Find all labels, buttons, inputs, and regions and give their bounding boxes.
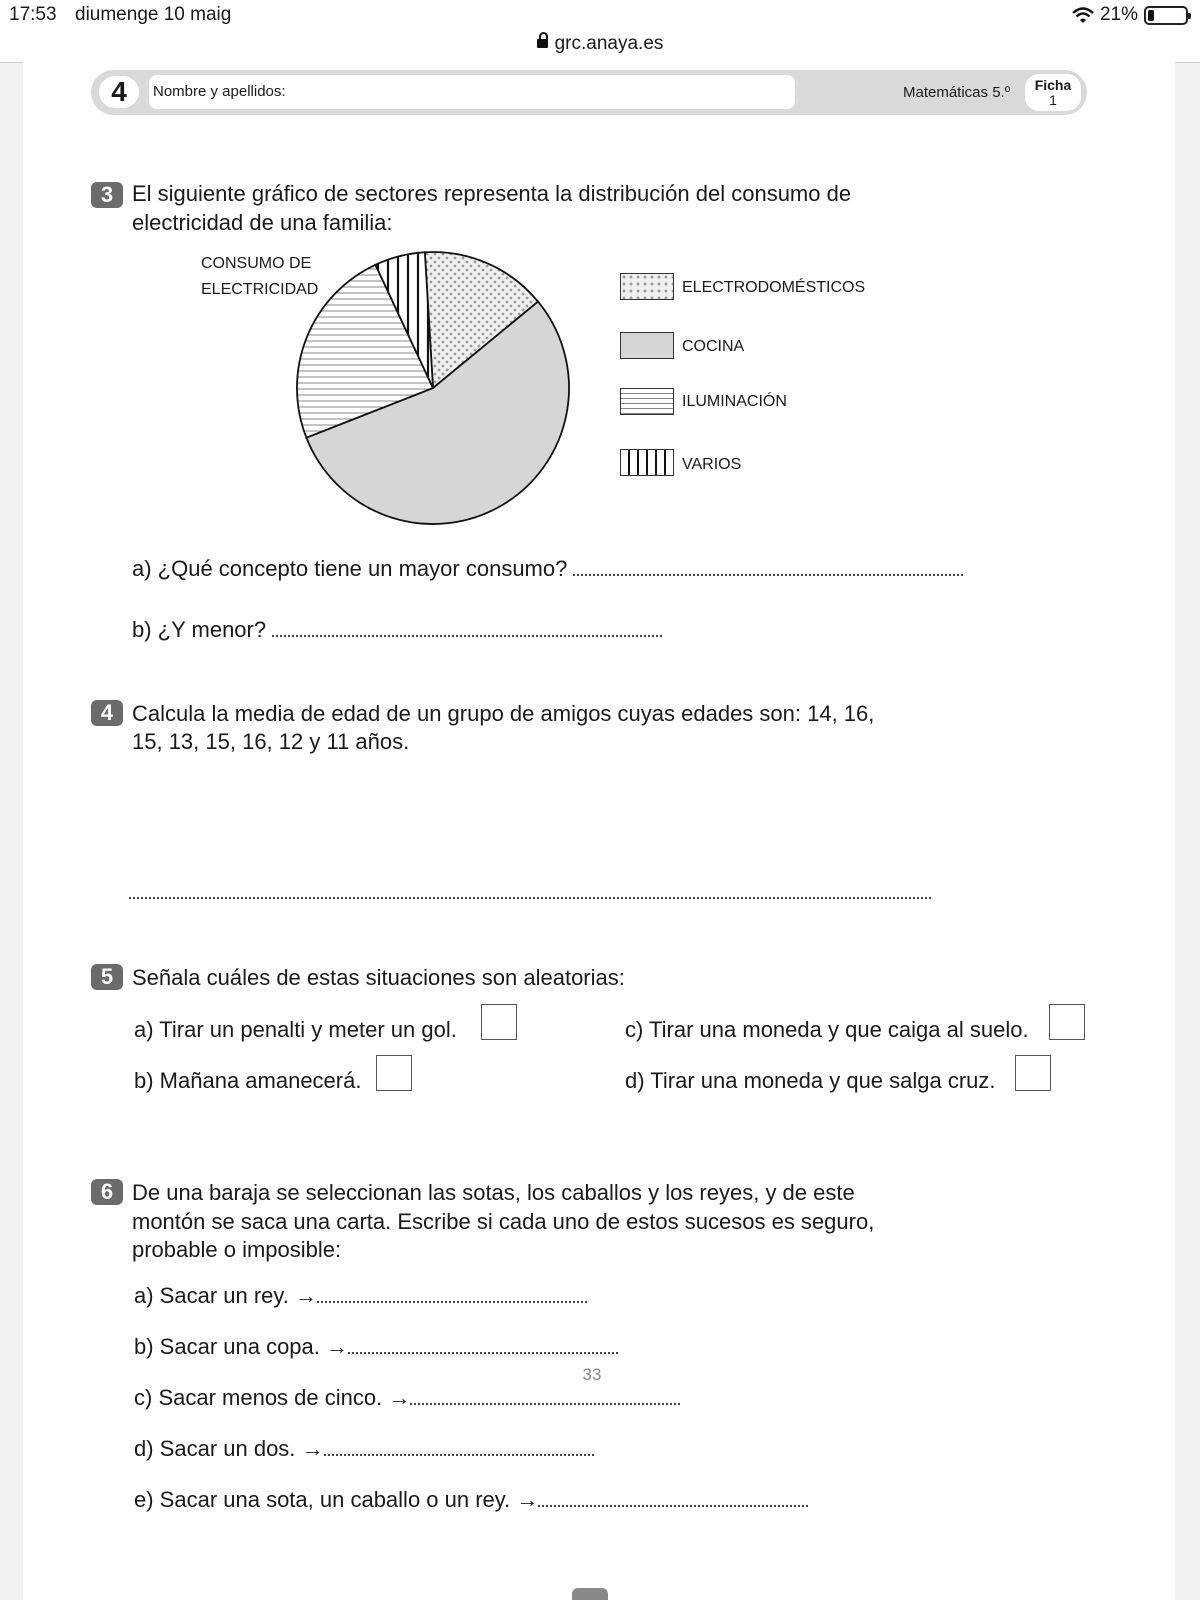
item-b-text: b) Sacar una copa. [134,1334,320,1359]
exercise-5-checkbox-d[interactable] [1015,1055,1051,1091]
exercise-5-checkbox-b[interactable] [376,1055,412,1091]
exercise-3-prompt-line1: El siguiente gráfico de sectores representa la distribución del consumo de [132,181,852,206]
legend-label-varios: VARIOS [682,456,742,473]
arrow-icon: → [295,1283,318,1308]
exercise-6-item-b [134,1332,618,1361]
exercise-3-question-a [132,554,963,583]
battery-icon [1144,6,1188,25]
legend-swatch-electrodomesticos [620,273,674,300]
status-bar [0,0,1200,32]
exercise-6-item-a [134,1281,587,1310]
status-date: diumenge 10 maig [75,4,232,25]
arrow-icon: → [301,1436,324,1461]
item-d-text: d) Sacar un dos. [134,1436,296,1461]
wifi-icon [1072,7,1094,23]
arrow-icon: → [388,1385,411,1410]
scroll-handle[interactable] [572,1588,608,1600]
exercise-6-line3: probable o imposible: [132,1237,342,1262]
page-number: 33 [582,1365,602,1384]
answer-line[interactable] [538,1487,808,1507]
answer-a-line[interactable] [573,556,963,576]
answer-line[interactable] [317,1283,587,1303]
exercise-3-number: 3 [91,182,123,208]
ficha-number: 1 [1049,92,1057,108]
exercise-4-number: 4 [91,700,123,726]
exercise-6-item-d [134,1434,594,1463]
status-indicators [1072,4,1188,26]
item-c-text: c) Sacar menos de cinco. [134,1385,383,1410]
exercise-4-line2: 15, 13, 15, 16, 12 y 11 años. [132,729,410,754]
legend-swatch-iluminacion [620,388,674,415]
legend-label-electrodomesticos: ELECTRODOMÉSTICOS [682,279,866,296]
exercise-3-question-b [132,615,662,644]
chart-title-line1: CONSUMO DE [201,255,312,272]
worksheet-page [23,62,1175,1600]
exercise-3-prompt-line2: electricidad de una familia: [132,210,393,235]
answer-b-line[interactable] [272,617,662,637]
exercise-6-line2: montón se saca una carta. Escribe si cada uno de estos sucesos es seguro, [132,1209,875,1234]
exercise-5-checkbox-c[interactable] [1049,1004,1085,1040]
arrow-icon: → [326,1334,349,1359]
lock-icon [537,39,548,48]
exercise-6-line1: De una baraja se seleccionan las sotas, los caballos y los reyes, y de este [132,1180,855,1205]
ficha-label: Ficha [1034,77,1072,93]
answer-line[interactable] [410,1385,680,1405]
exercise-4-line1: Calcula la media de edad de un grupo de amigos cuyas edades son: 14, 16, [132,701,875,726]
answer-line[interactable] [324,1436,594,1456]
worksheet-header [91,70,1087,115]
exercise-5-prompt: Señala cuáles de estas situaciones son aleatorias: [132,965,625,990]
unit-number: 4 [99,76,139,108]
pie-chart [293,248,573,528]
legend-swatch-cocina [620,332,674,359]
exercise-5-option-c: c) Tirar una moneda y que caiga al suelo. [625,1017,1029,1042]
question-a-text: a) ¿Qué concepto tiene un mayor consumo? [132,556,568,581]
answer-line[interactable] [348,1334,618,1354]
item-e-text: e) Sacar una sota, un caballo o un rey. [134,1487,511,1512]
question-b-text: b) ¿Y menor? [132,617,267,642]
exercise-4-answer-line[interactable] [129,879,931,899]
exercise-6-item-e [134,1485,808,1514]
exercise-5-number: 5 [91,964,123,990]
status-time: 17:53 [9,4,57,25]
item-a-text: a) Sacar un rey. [134,1283,289,1308]
legend-label-cocina: COCINA [682,338,745,355]
url-text[interactable]: grc.anaya.es [554,33,664,54]
legend-label-iluminacion: ILUMINACIÓN [682,393,787,410]
arrow-icon: → [516,1487,539,1512]
battery-percent: 21% [1099,4,1138,25]
exercise-5-option-a: a) Tirar un penalti y meter un gol. [134,1017,457,1042]
exercise-6-item-c [134,1383,680,1412]
subject-label: Matemáticas 5.º [903,84,1011,101]
exercise-5-option-b: b) Mañana amanecerá. [134,1068,362,1093]
browser-url-bar[interactable] [0,32,1200,63]
exercise-5-option-d: d) Tirar una moneda y que salga cruz. [625,1068,996,1093]
name-field[interactable]: Nombre y apellidos: [149,75,795,109]
chart-title-line2: ELECTRICIDAD [201,281,319,298]
exercise-6-number: 6 [91,1179,123,1205]
exercise-5-checkbox-a[interactable] [481,1004,517,1040]
ficha-badge [1025,74,1081,111]
legend-swatch-varios [620,449,674,476]
